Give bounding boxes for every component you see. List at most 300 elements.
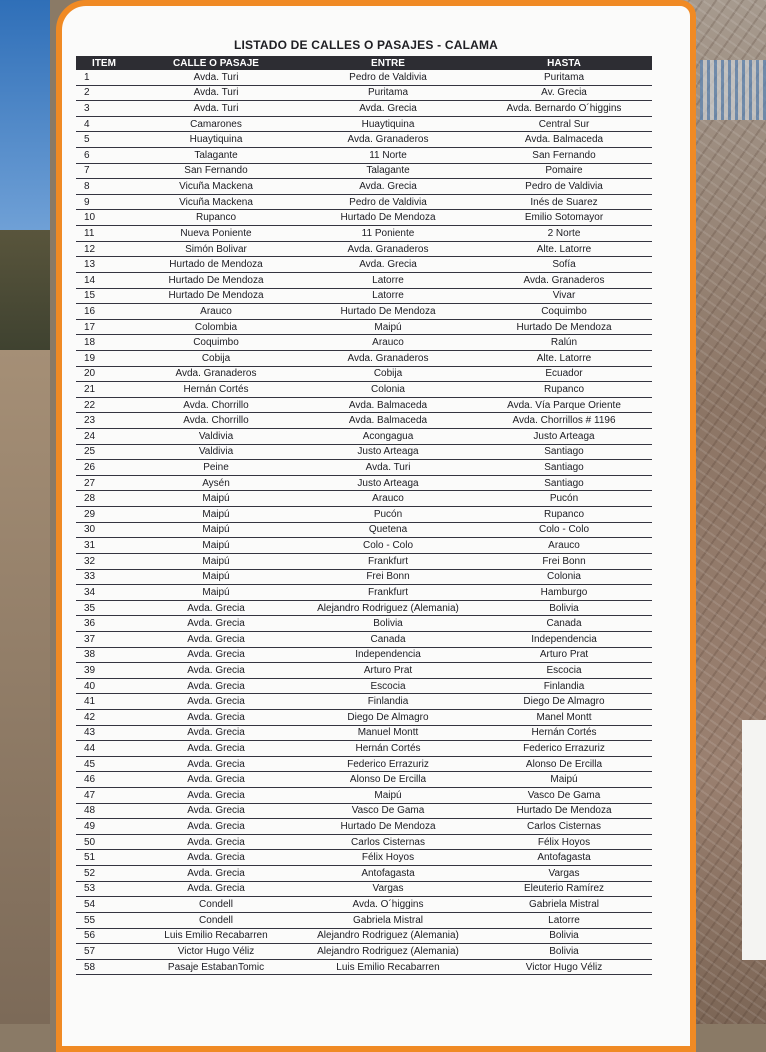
cell-from: Pucón: [300, 507, 476, 523]
table-row: [76, 272, 652, 288]
header-street: CALLE O PASAJE: [132, 56, 300, 70]
cell-item: 31: [76, 538, 132, 554]
cell-street: Avda. Grecia: [132, 616, 300, 632]
cell-street: Avda. Grecia: [132, 834, 300, 850]
cell-to: Alte. Latorre: [476, 241, 652, 257]
table-row: [76, 194, 652, 210]
cell-street: Maipú: [132, 507, 300, 523]
cell-from: Latorre: [300, 288, 476, 304]
cell-to: Vivar: [476, 288, 652, 304]
cell-street: Vicuña Mackena: [132, 194, 300, 210]
table-body: [76, 70, 652, 975]
table-row: [76, 803, 652, 819]
cell-from: Luis Emilio Recabarren: [300, 959, 476, 975]
cell-item: 18: [76, 335, 132, 351]
cell-to: Independencia: [476, 631, 652, 647]
table-row: [76, 631, 652, 647]
ground-background: [0, 350, 50, 1024]
cell-from: Acongagua: [300, 429, 476, 445]
cell-item: 47: [76, 788, 132, 804]
cell-from: Justo Arteaga: [300, 475, 476, 491]
table-row: [76, 819, 652, 835]
cell-from: Diego De Almagro: [300, 709, 476, 725]
cell-to: Finlandia: [476, 678, 652, 694]
table-row: [76, 116, 652, 132]
cell-to: Inés de Suarez: [476, 194, 652, 210]
cell-street: Avda. Granaderos: [132, 366, 300, 382]
cell-street: Avda. Grecia: [132, 788, 300, 804]
cell-to: Antofagasta: [476, 850, 652, 866]
table-row: [76, 585, 652, 601]
cell-item: 24: [76, 429, 132, 445]
cell-from: 11 Poniente: [300, 226, 476, 242]
cell-street: Hurtado De Mendoza: [132, 288, 300, 304]
table-row: [76, 85, 652, 101]
cell-to: Eleuterio Ramírez: [476, 881, 652, 897]
cell-from: Arauco: [300, 491, 476, 507]
table-row: [76, 101, 652, 117]
cell-item: 45: [76, 756, 132, 772]
cell-from: Alejandro Rodriguez (Alemania): [300, 944, 476, 960]
cell-to: Sofía: [476, 257, 652, 273]
table-row: [76, 928, 652, 944]
cell-street: Avda. Grecia: [132, 663, 300, 679]
cell-to: Colonia: [476, 569, 652, 585]
cell-from: Independencia: [300, 647, 476, 663]
table-row: [76, 226, 652, 242]
cell-from: Maipú: [300, 788, 476, 804]
table-row: [76, 210, 652, 226]
cell-item: 40: [76, 678, 132, 694]
cell-to: Diego De Almagro: [476, 694, 652, 710]
table-row: [76, 834, 652, 850]
cell-item: 19: [76, 350, 132, 366]
hill-background: [0, 230, 50, 350]
cell-from: Frankfurt: [300, 585, 476, 601]
cell-from: Hurtado De Mendoza: [300, 304, 476, 320]
table-row: [76, 335, 652, 351]
cell-street: Arauco: [132, 304, 300, 320]
cell-to: Vargas: [476, 866, 652, 882]
cell-item: 43: [76, 725, 132, 741]
cell-item: 26: [76, 460, 132, 476]
cell-item: 34: [76, 585, 132, 601]
cell-item: 4: [76, 116, 132, 132]
cell-from: Frankfurt: [300, 553, 476, 569]
sign-content: [76, 38, 656, 975]
cell-from: Latorre: [300, 272, 476, 288]
cell-street: San Fernando: [132, 163, 300, 179]
cell-to: Gabriela Mistral: [476, 897, 652, 913]
cell-to: Hernán Cortés: [476, 725, 652, 741]
cell-street: Maipú: [132, 553, 300, 569]
cell-from: Federico Errazuriz: [300, 756, 476, 772]
cell-from: Quetena: [300, 522, 476, 538]
cell-from: Avda. Granaderos: [300, 241, 476, 257]
cell-item: 50: [76, 834, 132, 850]
cell-item: 57: [76, 944, 132, 960]
cell-street: Valdivia: [132, 429, 300, 445]
cell-to: Rupanco: [476, 382, 652, 398]
cell-item: 55: [76, 912, 132, 928]
table-row: [76, 397, 652, 413]
cell-from: Frei Bonn: [300, 569, 476, 585]
cell-to: Bolivia: [476, 944, 652, 960]
cell-item: 44: [76, 741, 132, 757]
table-row: [76, 429, 652, 445]
cell-from: Puritama: [300, 85, 476, 101]
cell-from: Alejandro Rodriguez (Alemania): [300, 928, 476, 944]
aerial-map-district: [700, 60, 766, 120]
cell-to: Ecuador: [476, 366, 652, 382]
cell-street: Avda. Turi: [132, 70, 300, 85]
cell-to: Avda. Granaderos: [476, 272, 652, 288]
cell-from: Pedro de Valdivia: [300, 194, 476, 210]
cell-street: Avda. Grecia: [132, 694, 300, 710]
cell-item: 52: [76, 866, 132, 882]
cell-from: Canada: [300, 631, 476, 647]
cell-to: Av. Grecia: [476, 85, 652, 101]
cell-street: Colombia: [132, 319, 300, 335]
cell-item: 11: [76, 226, 132, 242]
cell-item: 39: [76, 663, 132, 679]
cell-street: Avda. Grecia: [132, 647, 300, 663]
table-row: [76, 304, 652, 320]
cell-to: Félix Hoyos: [476, 834, 652, 850]
cell-to: Avda. Vía Parque Oriente: [476, 397, 652, 413]
cell-item: 42: [76, 709, 132, 725]
cell-street: Avda. Grecia: [132, 772, 300, 788]
cell-item: 12: [76, 241, 132, 257]
cell-item: 51: [76, 850, 132, 866]
cell-to: Canada: [476, 616, 652, 632]
table-row: [76, 475, 652, 491]
cell-to: Frei Bonn: [476, 553, 652, 569]
cell-from: Avda. Granaderos: [300, 132, 476, 148]
cell-street: Talagante: [132, 148, 300, 164]
cell-street: Avda. Chorrillo: [132, 397, 300, 413]
cell-item: 32: [76, 553, 132, 569]
cell-street: Maipú: [132, 522, 300, 538]
cell-from: Avda. Grecia: [300, 257, 476, 273]
cell-to: Ralún: [476, 335, 652, 351]
cell-from: Carlos Cisternas: [300, 834, 476, 850]
cell-from: Vasco De Gama: [300, 803, 476, 819]
table-row: [76, 366, 652, 382]
cell-from: Bolivia: [300, 616, 476, 632]
cell-to: Santiago: [476, 444, 652, 460]
cell-item: 58: [76, 959, 132, 975]
cell-item: 1: [76, 70, 132, 85]
cell-street: Huaytiquina: [132, 132, 300, 148]
table-row: [76, 444, 652, 460]
table-row: [76, 132, 652, 148]
cell-from: Avda. Balmaceda: [300, 397, 476, 413]
table-row: [76, 694, 652, 710]
cell-item: 54: [76, 897, 132, 913]
cell-from: Manuel Montt: [300, 725, 476, 741]
table-row: [76, 569, 652, 585]
cell-street: Condell: [132, 897, 300, 913]
cell-street: Maipú: [132, 569, 300, 585]
cell-item: 28: [76, 491, 132, 507]
cell-to: Federico Errazuriz: [476, 741, 652, 757]
cell-to: Arauco: [476, 538, 652, 554]
table-row: [76, 772, 652, 788]
cell-from: Huaytiquina: [300, 116, 476, 132]
cell-item: 38: [76, 647, 132, 663]
cell-item: 16: [76, 304, 132, 320]
cell-to: Arturo Prat: [476, 647, 652, 663]
cell-street: Avda. Grecia: [132, 741, 300, 757]
cell-item: 9: [76, 194, 132, 210]
cell-to: Justo Arteaga: [476, 429, 652, 445]
table-row: [76, 741, 652, 757]
table-row: [76, 319, 652, 335]
cell-item: 13: [76, 257, 132, 273]
cell-street: Avda. Grecia: [132, 850, 300, 866]
header-item: ITEM: [76, 56, 132, 70]
table-row: [76, 678, 652, 694]
table-row: [76, 944, 652, 960]
cell-from: Arturo Prat: [300, 663, 476, 679]
cell-from: Avda. Granaderos: [300, 350, 476, 366]
table-row: [76, 148, 652, 164]
table-row: [76, 179, 652, 195]
cell-to: Coquimbo: [476, 304, 652, 320]
table-row: [76, 288, 652, 304]
cell-item: 5: [76, 132, 132, 148]
cell-from: Arauco: [300, 335, 476, 351]
cell-from: Escocia: [300, 678, 476, 694]
cell-item: 53: [76, 881, 132, 897]
cell-street: Maipú: [132, 585, 300, 601]
cell-street: Coquimbo: [132, 335, 300, 351]
cell-to: San Fernando: [476, 148, 652, 164]
cell-to: Manel Montt: [476, 709, 652, 725]
sky-background: [0, 0, 50, 230]
cell-from: Finlandia: [300, 694, 476, 710]
cell-street: Condell: [132, 912, 300, 928]
cell-from: Hernán Cortés: [300, 741, 476, 757]
cell-street: Vicuña Mackena: [132, 179, 300, 195]
cell-to: Latorre: [476, 912, 652, 928]
cell-street: Avda. Grecia: [132, 756, 300, 772]
cell-street: Cobija: [132, 350, 300, 366]
cell-to: Escocia: [476, 663, 652, 679]
cell-item: 49: [76, 819, 132, 835]
cell-item: 36: [76, 616, 132, 632]
table-row: [76, 382, 652, 398]
cell-to: Rupanco: [476, 507, 652, 523]
cell-item: 35: [76, 600, 132, 616]
cell-item: 6: [76, 148, 132, 164]
cell-item: 17: [76, 319, 132, 335]
cell-street: Avda. Grecia: [132, 600, 300, 616]
table-row: [76, 850, 652, 866]
cell-street: Peine: [132, 460, 300, 476]
cell-street: Rupanco: [132, 210, 300, 226]
cell-from: Gabriela Mistral: [300, 912, 476, 928]
table-row: [76, 881, 652, 897]
cell-to: Maipú: [476, 772, 652, 788]
cell-item: 22: [76, 397, 132, 413]
table-row: [76, 725, 652, 741]
table-row: [76, 897, 652, 913]
cell-street: Avda. Grecia: [132, 819, 300, 835]
cell-street: Avda. Grecia: [132, 725, 300, 741]
table-row: [76, 663, 652, 679]
header-from: ENTRE: [300, 56, 476, 70]
cell-to: Santiago: [476, 460, 652, 476]
cell-to: Puritama: [476, 70, 652, 85]
cell-street: Maipú: [132, 491, 300, 507]
table-row: [76, 912, 652, 928]
cell-item: 23: [76, 413, 132, 429]
cell-item: 41: [76, 694, 132, 710]
cell-item: 2: [76, 85, 132, 101]
cell-to: Victor Hugo Véliz: [476, 959, 652, 975]
cell-from: Antofagasta: [300, 866, 476, 882]
cell-street: Pasaje EstabanTomic: [132, 959, 300, 975]
cell-item: 37: [76, 631, 132, 647]
cell-item: 48: [76, 803, 132, 819]
table-row: [76, 507, 652, 523]
cell-item: 20: [76, 366, 132, 382]
cell-to: Hurtado De Mendoza: [476, 803, 652, 819]
cell-item: 15: [76, 288, 132, 304]
table-row: [76, 616, 652, 632]
cell-street: Nueva Poniente: [132, 226, 300, 242]
sign-title: LISTADO DE CALLES O PASAJES - CALAMA: [233, 38, 499, 52]
cell-item: 29: [76, 507, 132, 523]
table-row: [76, 647, 652, 663]
table-row: [76, 756, 652, 772]
cell-to: Pedro de Valdivia: [476, 179, 652, 195]
table-row: [76, 788, 652, 804]
cell-from: Maipú: [300, 319, 476, 335]
cell-item: 10: [76, 210, 132, 226]
cell-to: 2 Norte: [476, 226, 652, 242]
table-row: [76, 241, 652, 257]
cell-to: Hamburgo: [476, 585, 652, 601]
cell-to: Avda. Balmaceda: [476, 132, 652, 148]
cell-from: Vargas: [300, 881, 476, 897]
cell-from: Avda. Grecia: [300, 101, 476, 117]
cell-from: Avda. Balmaceda: [300, 413, 476, 429]
board-edge: [742, 720, 766, 960]
cell-to: Avda. Bernardo O´higgins: [476, 101, 652, 117]
cell-street: Luis Emilio Recabarren: [132, 928, 300, 944]
cell-street: Avda. Grecia: [132, 881, 300, 897]
cell-to: Alte. Latorre: [476, 350, 652, 366]
cell-from: Hurtado De Mendoza: [300, 210, 476, 226]
street-list-sign: [56, 0, 696, 1052]
cell-from: Alejandro Rodriguez (Alemania): [300, 600, 476, 616]
cell-from: Avda. O´higgins: [300, 897, 476, 913]
table-row: [76, 866, 652, 882]
cell-to: Avda. Chorrillos # 1196: [476, 413, 652, 429]
header-to: HASTA: [476, 56, 652, 70]
cell-from: Hurtado De Mendoza: [300, 819, 476, 835]
cell-item: 14: [76, 272, 132, 288]
cell-street: Aysén: [132, 475, 300, 491]
cell-from: Talagante: [300, 163, 476, 179]
cell-item: 56: [76, 928, 132, 944]
table-row: [76, 959, 652, 975]
cell-to: Pomaire: [476, 163, 652, 179]
table-row: [76, 553, 652, 569]
cell-to: Bolivia: [476, 600, 652, 616]
table-row: [76, 522, 652, 538]
cell-from: Alonso De Ercilla: [300, 772, 476, 788]
cell-from: Colo - Colo: [300, 538, 476, 554]
table-row: [76, 460, 652, 476]
table-row: [76, 491, 652, 507]
table-row: [76, 350, 652, 366]
cell-to: Alonso De Ercilla: [476, 756, 652, 772]
cell-item: 46: [76, 772, 132, 788]
table-row: [76, 70, 652, 85]
cell-item: 33: [76, 569, 132, 585]
cell-from: Justo Arteaga: [300, 444, 476, 460]
cell-to: Bolivia: [476, 928, 652, 944]
table-row: [76, 600, 652, 616]
cell-to: Santiago: [476, 475, 652, 491]
cell-item: 8: [76, 179, 132, 195]
cell-from: 11 Norte: [300, 148, 476, 164]
cell-street: Victor Hugo Véliz: [132, 944, 300, 960]
cell-item: 7: [76, 163, 132, 179]
cell-street: Camarones: [132, 116, 300, 132]
table-row: [76, 538, 652, 554]
cell-to: Pucón: [476, 491, 652, 507]
cell-item: 27: [76, 475, 132, 491]
cell-from: Avda. Grecia: [300, 179, 476, 195]
cell-to: Emilio Sotomayor: [476, 210, 652, 226]
cell-to: Hurtado De Mendoza: [476, 319, 652, 335]
table-row: [76, 413, 652, 429]
cell-street: Maipú: [132, 538, 300, 554]
table-row: [76, 163, 652, 179]
cell-to: Carlos Cisternas: [476, 819, 652, 835]
cell-street: Avda. Grecia: [132, 866, 300, 882]
cell-to: Colo - Colo: [476, 522, 652, 538]
cell-street: Hurtado de Mendoza: [132, 257, 300, 273]
cell-to: Central Sur: [476, 116, 652, 132]
cell-to: Vasco De Gama: [476, 788, 652, 804]
cell-street: Avda. Grecia: [132, 678, 300, 694]
cell-street: Avda. Grecia: [132, 631, 300, 647]
cell-from: Cobija: [300, 366, 476, 382]
cell-from: Félix Hoyos: [300, 850, 476, 866]
cell-from: Avda. Turi: [300, 460, 476, 476]
cell-street: Valdivia: [132, 444, 300, 460]
table-row: [76, 257, 652, 273]
table-row: [76, 709, 652, 725]
cell-item: 3: [76, 101, 132, 117]
cell-street: Avda. Grecia: [132, 803, 300, 819]
cell-street: Simón Bolivar: [132, 241, 300, 257]
cell-item: 30: [76, 522, 132, 538]
cell-street: Avda. Grecia: [132, 709, 300, 725]
cell-street: Avda. Chorrillo: [132, 413, 300, 429]
cell-street: Avda. Turi: [132, 85, 300, 101]
cell-street: Hurtado De Mendoza: [132, 272, 300, 288]
table-header-row: [76, 56, 652, 70]
streets-table: [76, 56, 652, 975]
cell-item: 21: [76, 382, 132, 398]
